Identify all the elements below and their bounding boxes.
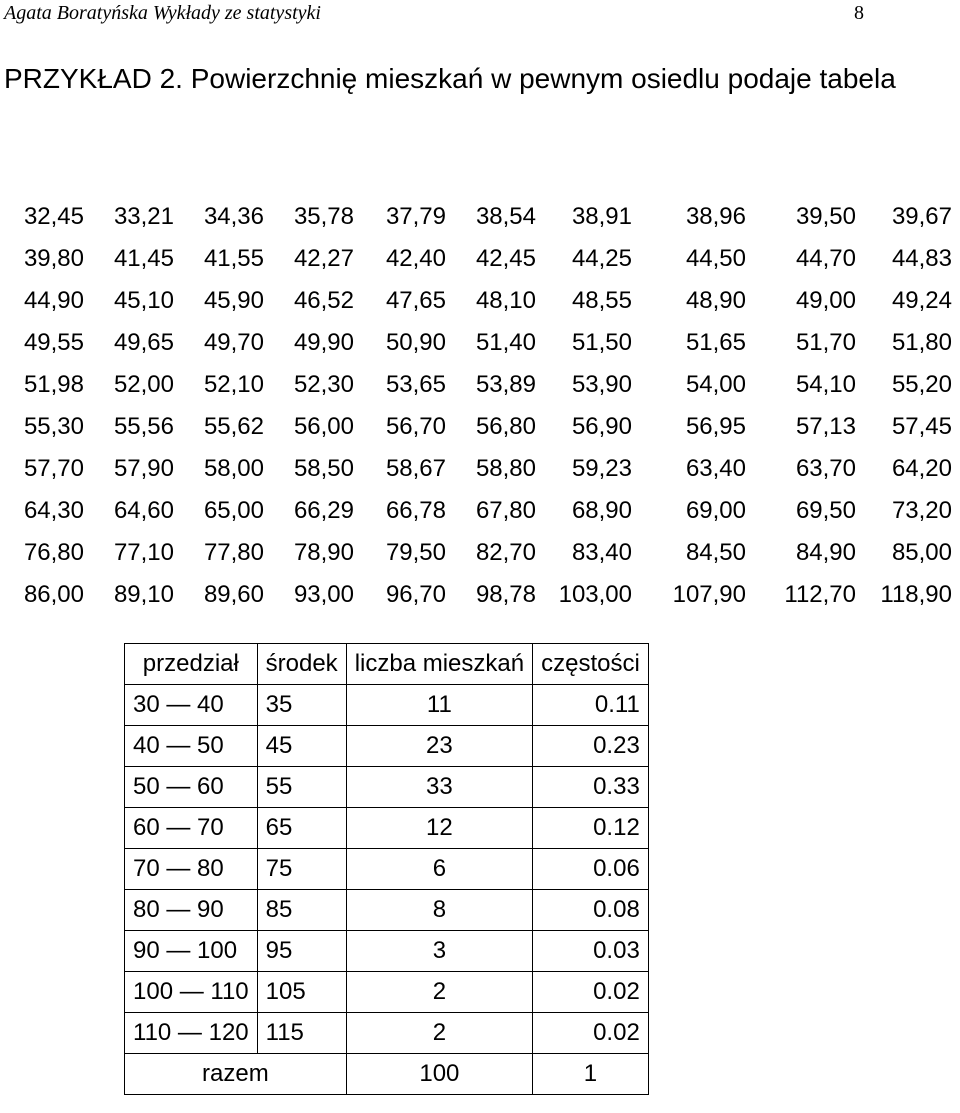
data-grid-row [0,280,960,322]
table-row [125,972,649,1013]
data-grid-cell: 55,20 [891,371,952,398]
data-grid-cell: 89,60 [203,581,264,608]
table-cell: 30 — 40 [125,685,258,726]
data-grid-row [0,448,960,490]
running-header-title: Agata Boratyńska Wykłady ze statystyki [4,2,321,24]
table-row [125,1013,649,1054]
table-cell: 50 — 60 [125,767,258,808]
data-grid-cell: 51,40 [475,329,536,356]
table-cell: 115 [257,1013,346,1054]
table-cell: 110 — 120 [125,1013,258,1054]
data-grid-cell: 73,20 [891,497,952,524]
data-grid-cell: 55,62 [203,413,264,440]
data-grid-row [0,196,960,238]
data-grid-cell: 56,80 [475,413,536,440]
data-grid-cell: 112,70 [784,581,856,608]
table-cell: 90 — 100 [125,931,258,972]
data-grid-cell: 39,80 [23,245,84,272]
data-grid-cell: 86,00 [23,581,84,608]
total-label: razem [125,1054,347,1095]
table-cell: 12 [346,808,532,849]
data-grid-cell: 44,83 [891,245,952,272]
table-cell: 55 [257,767,346,808]
data-grid-cell: 33,21 [113,203,174,230]
data-grid-cell: 56,00 [293,413,354,440]
data-grid-cell: 54,10 [795,371,856,398]
table-cell: 0.03 [533,931,649,972]
table-cell: 6 [346,849,532,890]
frequency-table [124,643,649,1095]
data-grid-cell: 98,78 [475,581,536,608]
table-row [125,808,649,849]
data-grid-cell: 42,27 [293,245,354,272]
data-grid-cell: 41,45 [113,245,174,272]
data-grid-cell: 46,52 [293,287,354,314]
data-grid-row [0,238,960,280]
data-grid-cell: 89,10 [113,581,174,608]
data-grid-cell: 58,50 [293,455,354,482]
data-grid-cell: 69,50 [795,497,856,524]
table-cell: 100 — 110 [125,972,258,1013]
data-grid-cell: 56,90 [571,413,632,440]
table-cell: 0.02 [533,972,649,1013]
table-cell: 0.23 [533,726,649,767]
data-grid-row [0,490,960,532]
table-cell: 3 [346,931,532,972]
table-row [125,767,649,808]
data-grid-cell: 79,50 [385,539,446,566]
data-grid-cell: 56,70 [385,413,446,440]
data-grid-cell: 49,55 [23,329,84,356]
data-grid-row [0,364,960,406]
data-grid-cell: 77,80 [203,539,264,566]
data-grid-cell: 52,00 [113,371,174,398]
table-cell: 65 [257,808,346,849]
table-cell: 80 — 90 [125,890,258,931]
data-grid-cell: 85,00 [891,539,952,566]
data-grid-cell: 48,10 [475,287,536,314]
data-grid-cell: 38,91 [571,203,632,230]
data-grid-cell: 58,80 [475,455,536,482]
data-grid-cell: 39,67 [891,203,952,230]
data-grid-cell: 64,60 [113,497,174,524]
data-grid-cell: 58,67 [385,455,446,482]
table-cell: 0.11 [533,685,649,726]
data-grid-cell: 49,00 [795,287,856,314]
table-row [125,890,649,931]
page-header [4,0,864,26]
data-grid-row [0,322,960,364]
data-grid-cell: 76,80 [23,539,84,566]
data-grid-cell: 57,90 [113,455,174,482]
data-grid-cell: 66,29 [293,497,354,524]
table-cell: 33 [346,767,532,808]
data-grid-cell: 48,55 [571,287,632,314]
data-grid-cell: 69,00 [685,497,746,524]
data-grid-cell: 51,98 [23,371,84,398]
table-cell: 75 [257,849,346,890]
data-grid [0,196,960,616]
data-grid-cell: 49,90 [293,329,354,356]
data-grid-cell: 96,70 [385,581,446,608]
data-grid-cell: 59,23 [571,455,632,482]
example-intro: PRZYKŁAD 2. Powierzchnię mieszkań w pewnym osiedlu podaje tabela [4,63,896,94]
table-cell: 0.08 [533,890,649,931]
data-grid-cell: 58,00 [203,455,264,482]
data-grid-cell: 57,13 [795,413,856,440]
table-header-row [125,644,649,685]
data-grid-cell: 55,30 [23,413,84,440]
data-grid-cell: 51,65 [685,329,746,356]
table-cell: 0.12 [533,808,649,849]
table-total-row [125,1054,649,1095]
data-grid-cell: 77,10 [113,539,174,566]
data-grid-cell: 48,90 [685,287,746,314]
data-grid-cell: 53,90 [571,371,632,398]
table-header-cell: środek [257,644,346,685]
table-cell: 60 — 70 [125,808,258,849]
data-grid-cell: 67,80 [475,497,536,524]
data-grid-row [0,532,960,574]
data-grid-cell: 42,40 [385,245,446,272]
total-count: 100 [346,1054,532,1095]
data-grid-cell: 57,70 [23,455,84,482]
table-header-cell: liczba mieszkań [346,644,532,685]
table-cell: 40 — 50 [125,726,258,767]
table-cell: 45 [257,726,346,767]
data-grid-cell: 82,70 [475,539,536,566]
table-header-cell: częstości [533,644,649,685]
data-grid-cell: 53,89 [475,371,536,398]
data-grid-cell: 78,90 [293,539,354,566]
data-grid-cell: 49,24 [891,287,952,314]
data-grid-cell: 34,36 [203,203,264,230]
table-cell: 8 [346,890,532,931]
data-grid-cell: 103,00 [558,581,632,608]
total-frequency: 1 [533,1054,649,1095]
data-grid-cell: 84,50 [685,539,746,566]
data-grid-cell: 51,50 [571,329,632,356]
data-grid-cell: 37,79 [385,203,446,230]
table-row [125,931,649,972]
data-grid-cell: 50,90 [385,329,446,356]
data-grid-cell: 66,78 [385,497,446,524]
data-grid-cell: 63,70 [795,455,856,482]
table-cell: 95 [257,931,346,972]
data-grid-cell: 54,00 [685,371,746,398]
data-grid-cell: 68,90 [571,497,632,524]
data-grid-cell: 52,10 [203,371,264,398]
table-row [125,726,649,767]
data-grid-cell: 44,70 [795,245,856,272]
table-row [125,849,649,890]
data-grid-cell: 64,20 [891,455,952,482]
data-grid-cell: 49,70 [203,329,264,356]
table-cell: 2 [346,1013,532,1054]
table-cell: 2 [346,972,532,1013]
table-cell: 0.02 [533,1013,649,1054]
data-grid-cell: 35,78 [293,203,354,230]
data-grid-row [0,406,960,448]
data-grid-cell: 52,30 [293,371,354,398]
data-grid-row [0,574,960,616]
data-grid-cell: 65,00 [203,497,264,524]
data-grid-cell: 44,90 [23,287,84,314]
data-grid-cell: 51,80 [891,329,952,356]
data-grid-cell: 93,00 [293,581,354,608]
table-cell: 23 [346,726,532,767]
table-cell: 11 [346,685,532,726]
data-grid-cell: 56,95 [685,413,746,440]
data-grid-cell: 55,56 [113,413,174,440]
data-grid-cell: 49,65 [113,329,174,356]
data-grid-cell: 42,45 [475,245,536,272]
data-grid-cell: 53,65 [385,371,446,398]
table-header-cell: przedział [125,644,258,685]
data-grid-cell: 45,90 [203,287,264,314]
table-cell: 35 [257,685,346,726]
data-grid-cell: 38,96 [685,203,746,230]
data-grid-cell: 38,54 [475,203,536,230]
data-grid-cell: 45,10 [113,287,174,314]
data-grid-cell: 51,70 [795,329,856,356]
table-cell: 105 [257,972,346,1013]
table-cell: 85 [257,890,346,931]
data-grid-cell: 41,55 [203,245,264,272]
page-number: 8 [854,2,864,24]
data-grid-cell: 57,45 [891,413,952,440]
data-grid-cell: 118,90 [880,581,952,608]
data-grid-cell: 39,50 [795,203,856,230]
data-grid-cell: 83,40 [571,539,632,566]
data-grid-cell: 63,40 [685,455,746,482]
data-grid-cell: 44,25 [571,245,632,272]
table-row [125,685,649,726]
data-grid-cell: 44,50 [685,245,746,272]
table-cell: 0.33 [533,767,649,808]
table-cell: 0.06 [533,849,649,890]
data-grid-cell: 84,90 [795,539,856,566]
data-grid-cell: 32,45 [23,203,84,230]
table-cell: 70 — 80 [125,849,258,890]
data-grid-cell: 64,30 [23,497,84,524]
data-grid-cell: 47,65 [385,287,446,314]
data-grid-cell: 107,90 [672,581,746,608]
